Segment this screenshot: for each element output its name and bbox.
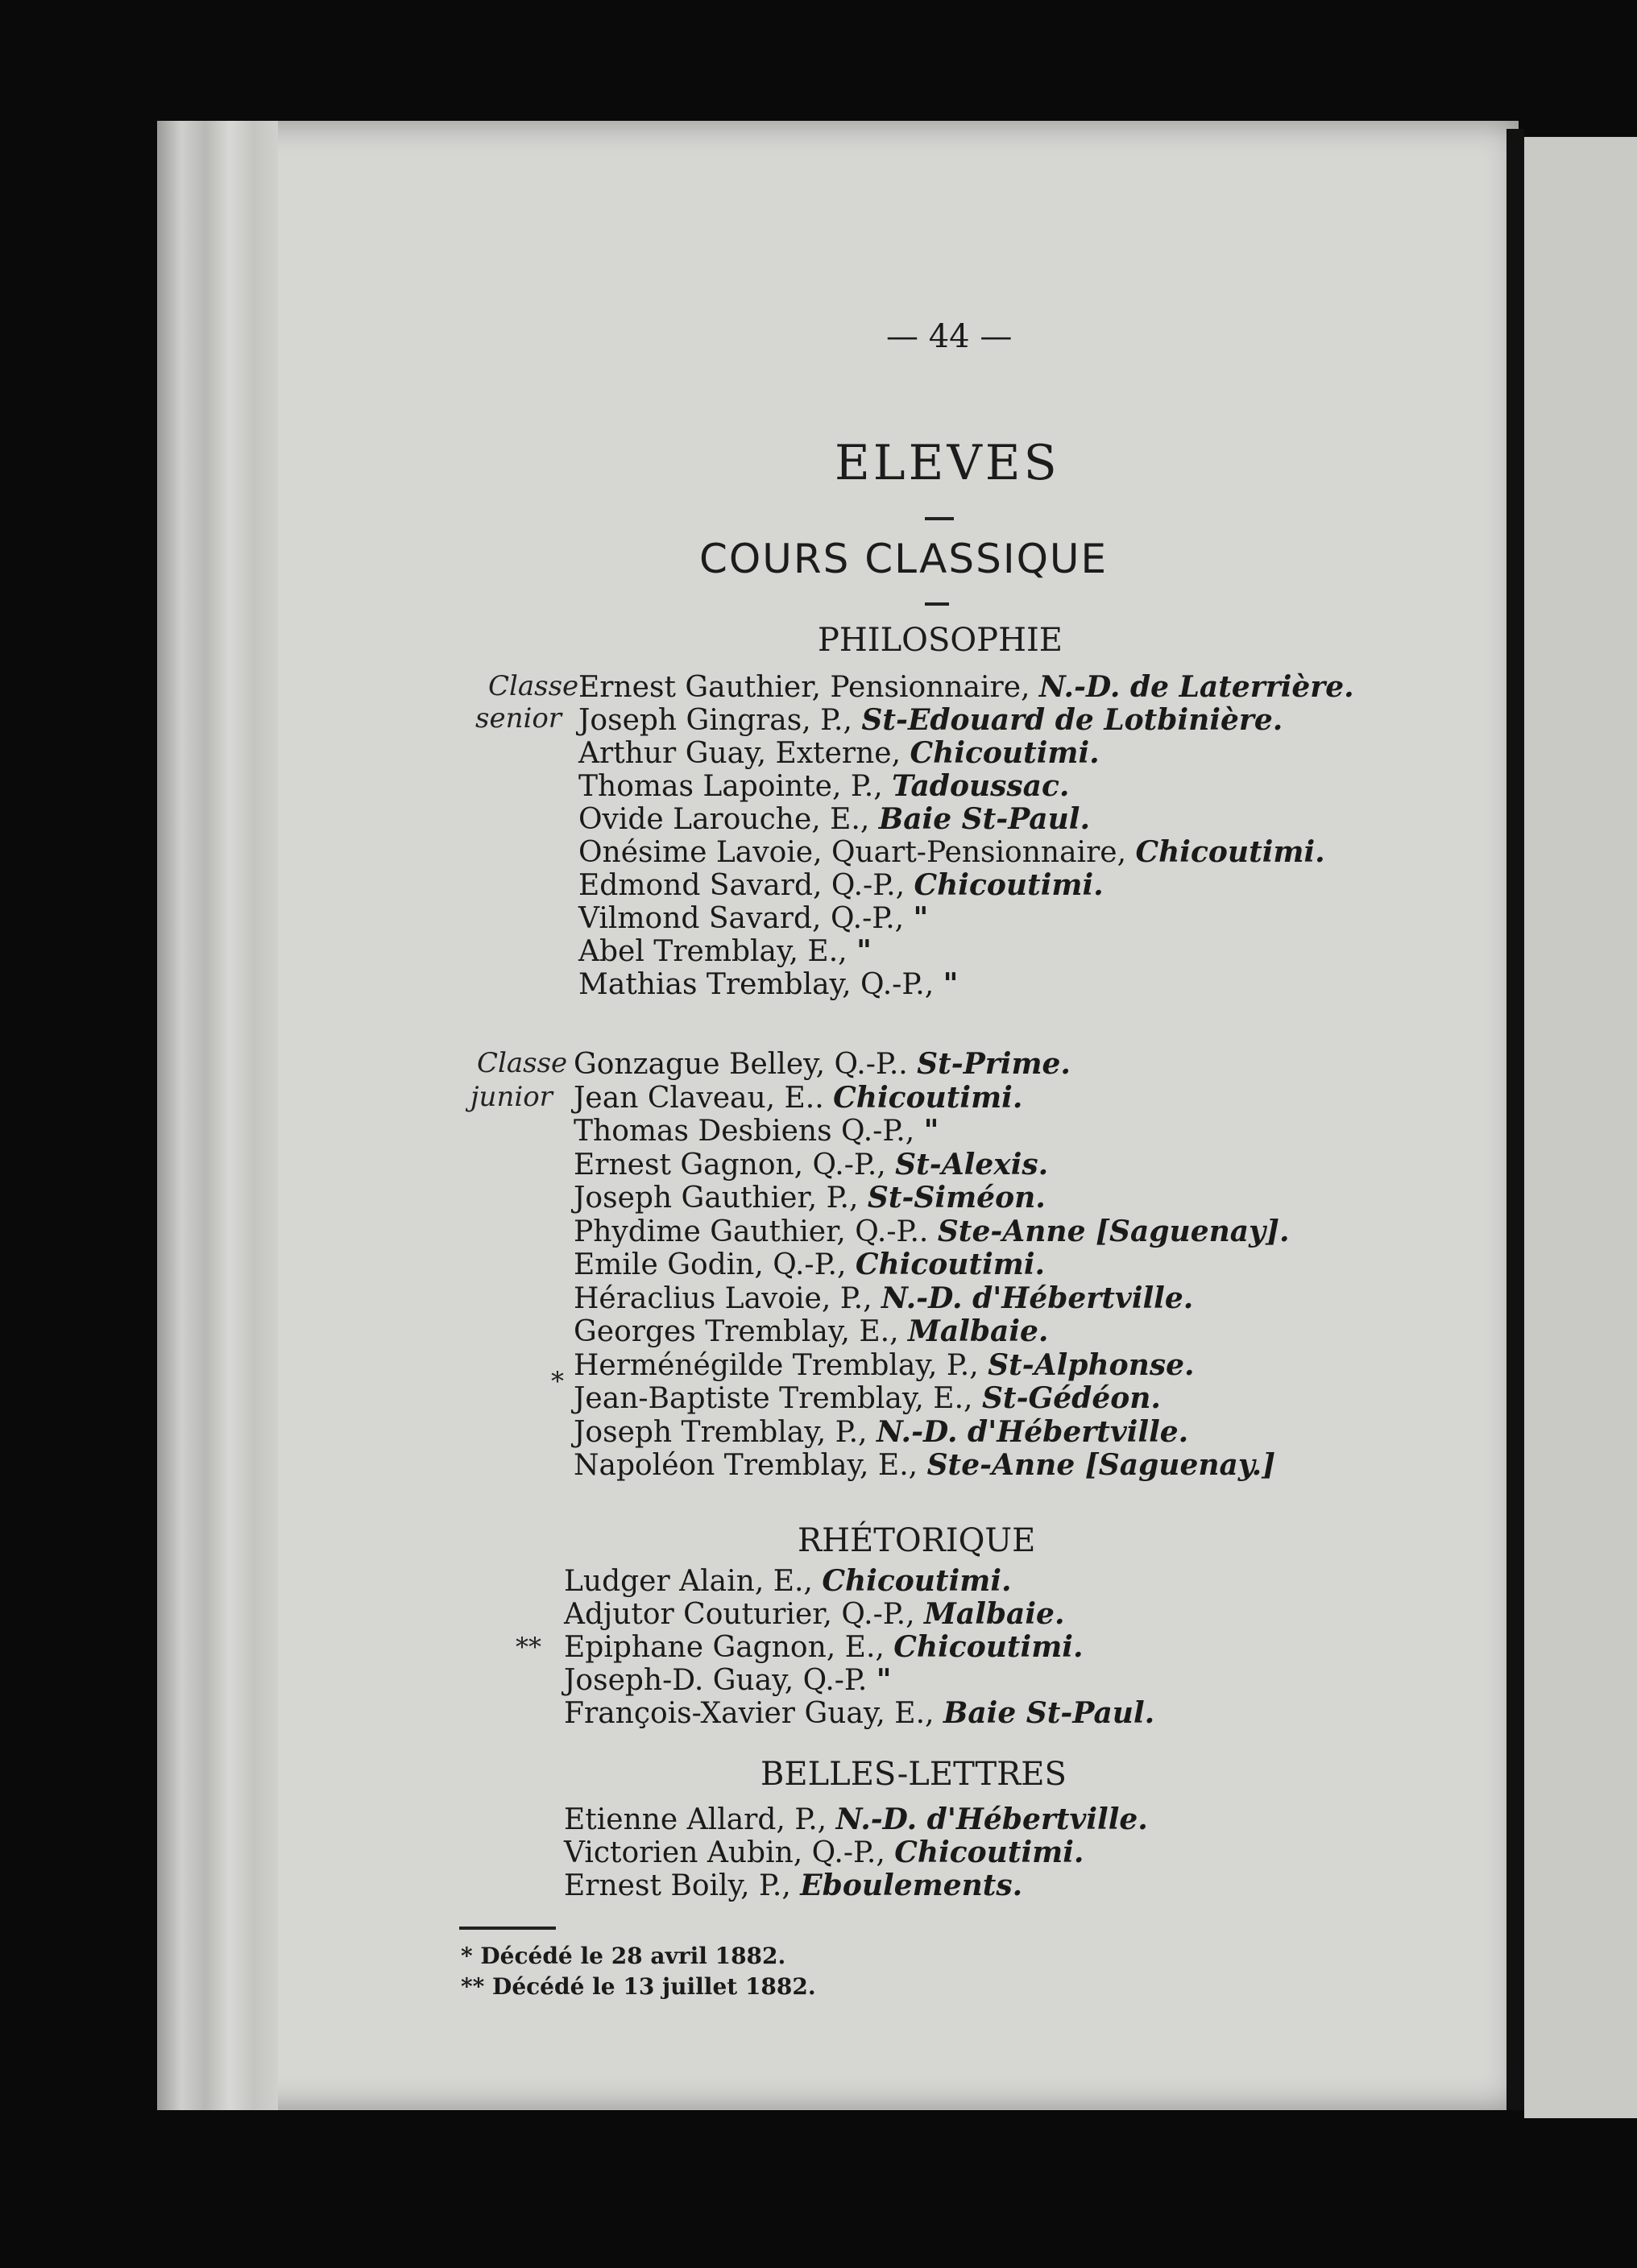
student-row <box>578 835 1325 869</box>
student-row <box>574 1381 1161 1415</box>
student-row <box>578 703 1283 737</box>
student-row <box>574 1348 1195 1382</box>
student-row <box>574 1215 1290 1248</box>
title-separator <box>925 517 954 520</box>
student-place: N.-D. d'Hébertville. <box>835 1802 1148 1836</box>
student-row <box>574 1281 1193 1315</box>
student-name: Joseph Tremblay, P., <box>574 1415 868 1449</box>
student-name: Herménégilde Tremblay, P., <box>574 1348 979 1382</box>
student-name: Ernest Gauthier, Pensionnaire, <box>578 671 1030 704</box>
student-name: Ludger Alain, E., <box>564 1565 813 1598</box>
student-place: N.-D. de Laterrière. <box>1038 670 1354 704</box>
student-place: Tadoussac. <box>892 769 1070 803</box>
student-place: Chicoutimi. <box>1135 835 1325 869</box>
student-name: Jean Claveau, E.. <box>574 1081 824 1115</box>
student-place: St-Alexis. <box>895 1147 1049 1182</box>
student-row <box>574 1448 1275 1482</box>
student-place: Chicoutimi. <box>893 1630 1084 1664</box>
student-row <box>564 1836 1084 1869</box>
student-name: Thomas Lapointe, P., <box>578 770 883 803</box>
student-row <box>574 1114 939 1148</box>
student-row <box>578 901 928 935</box>
student-place: Chicoutimi. <box>822 1564 1012 1598</box>
student-row <box>578 802 1090 836</box>
student-name: Ernest Boily, P., <box>564 1869 791 1902</box>
student-place: " <box>876 1663 892 1697</box>
student-name: Ernest Gagnon, Q.-P., <box>574 1148 886 1182</box>
student-row <box>574 1415 1188 1449</box>
label-senior-2: senior <box>475 702 562 735</box>
student-name: Joseph-D. Guay, Q.-P. <box>564 1664 868 1697</box>
student-place: Baie St-Paul. <box>878 802 1091 836</box>
facing-page <box>1524 137 1637 2118</box>
student-name: Joseph Gauthier, P., <box>574 1182 859 1215</box>
footnote-mark: * <box>551 1366 564 1397</box>
student-row <box>574 1181 1046 1215</box>
student-place: Chicoutimi. <box>910 736 1100 770</box>
student-place: St-Prime. <box>917 1047 1071 1081</box>
student-name: Joseph Gingras, P., <box>578 704 852 737</box>
label-senior-1: Classe <box>488 670 579 702</box>
footnote-rule <box>459 1927 556 1930</box>
student-row <box>574 1148 1048 1182</box>
student-row <box>564 1802 1148 1836</box>
student-place: Malbaie. <box>924 1597 1065 1631</box>
page-gutter <box>1506 129 1524 2110</box>
heading-philosophie: PHILOSOPHIE <box>818 622 1063 659</box>
student-row <box>574 1314 1048 1348</box>
student-place: " <box>923 1114 939 1148</box>
student-place: Chicoutimi. <box>894 1836 1084 1869</box>
student-name: Napoléon Tremblay, E., <box>574 1449 918 1482</box>
student-name: Jean-Baptiste Tremblay, E., <box>574 1382 973 1415</box>
student-place: " <box>943 967 959 1001</box>
student-row <box>574 1081 1022 1115</box>
student-row <box>578 736 1100 770</box>
student-place: Ste-Anne [Saguenay]. <box>937 1214 1290 1248</box>
student-name: Edmond Savard, Q.-P., <box>578 869 906 902</box>
student-place: N.-D. d'Hébertville. <box>881 1281 1194 1315</box>
student-place: " <box>856 934 872 968</box>
student-name: Onésime Lavoie, Quart-Pensionnaire, <box>578 836 1127 869</box>
student-place: St-Gédéon. <box>981 1381 1161 1415</box>
page-title: ELEVES <box>835 435 1060 491</box>
student-name: Victorien Aubin, Q.-P., <box>564 1836 885 1869</box>
student-place: Chicoutimi. <box>855 1248 1046 1281</box>
student-row <box>564 1564 1012 1598</box>
student-place: Baie St-Paul. <box>943 1696 1155 1730</box>
student-name: Thomas Desbiens Q.-P., <box>574 1115 915 1148</box>
student-row <box>564 1630 1084 1664</box>
student-place: Chicoutimi. <box>914 868 1104 902</box>
student-name: Georges Tremblay, E., <box>574 1315 899 1348</box>
label-junior-1: Classe <box>477 1047 568 1079</box>
student-name: Mathias Tremblay, Q.-P., <box>578 968 935 1001</box>
student-name: Adjutor Couturier, Q.-P., <box>564 1598 915 1631</box>
student-row <box>578 967 958 1001</box>
student-name: Phydime Gauthier, Q.-P.. <box>574 1215 929 1248</box>
student-place: Eboulements. <box>800 1869 1023 1902</box>
student-name: Vilmond Savard, Q.-P., <box>578 902 905 935</box>
student-row <box>578 934 872 968</box>
student-place: Ste-Anne [Saguenay.] <box>926 1448 1276 1482</box>
heading-belles-lettres: BELLES-LETTRES <box>760 1756 1067 1793</box>
student-name: Epiphane Gagnon, E., <box>564 1631 885 1664</box>
section-heading: COURS CLASSIQUE <box>699 536 1109 582</box>
student-row <box>574 1248 1045 1281</box>
student-place: St-Siméon. <box>867 1181 1046 1215</box>
footnote-mark: ** <box>516 1632 541 1662</box>
student-row <box>564 1869 1022 1902</box>
section-separator <box>925 602 949 606</box>
student-name: Héraclius Lavoie, P., <box>574 1281 872 1315</box>
heading-rhetorique: RHÉTORIQUE <box>798 1522 1036 1559</box>
student-row <box>578 868 1104 902</box>
student-place: N.-D. d'Hébertville. <box>876 1414 1189 1449</box>
student-row <box>564 1597 1064 1631</box>
page-number: — 44 — <box>886 318 1013 355</box>
student-place: Malbaie. <box>907 1314 1049 1348</box>
student-name: François-Xavier Guay, E., <box>564 1697 935 1730</box>
student-row <box>574 1047 1071 1081</box>
student-name: Etienne Allard, P., <box>564 1803 827 1836</box>
student-name: Gonzague Belley, Q.-P.. <box>574 1048 908 1081</box>
footnote: ** Décédé le 13 juillet 1882. <box>461 1973 816 2000</box>
page-binding-edge <box>157 121 278 2110</box>
student-row <box>564 1663 892 1697</box>
student-place: St-Edouard de Lotbinière. <box>861 703 1283 737</box>
student-row <box>578 670 1354 704</box>
student-place: Chicoutimi. <box>833 1080 1023 1115</box>
student-row <box>564 1696 1154 1730</box>
student-place: St-Alphonse. <box>988 1347 1195 1382</box>
student-place: " <box>913 901 929 935</box>
student-row <box>578 769 1069 803</box>
student-name: Arthur Guay, Externe, <box>578 737 901 770</box>
student-name: Abel Tremblay, E., <box>578 935 848 968</box>
student-name: Emile Godin, Q.-P., <box>574 1248 847 1281</box>
footnote: * Décédé le 28 avril 1882. <box>461 1943 786 1969</box>
label-junior-2: junior <box>470 1081 553 1113</box>
student-name: Ovide Larouche, E., <box>578 803 870 836</box>
